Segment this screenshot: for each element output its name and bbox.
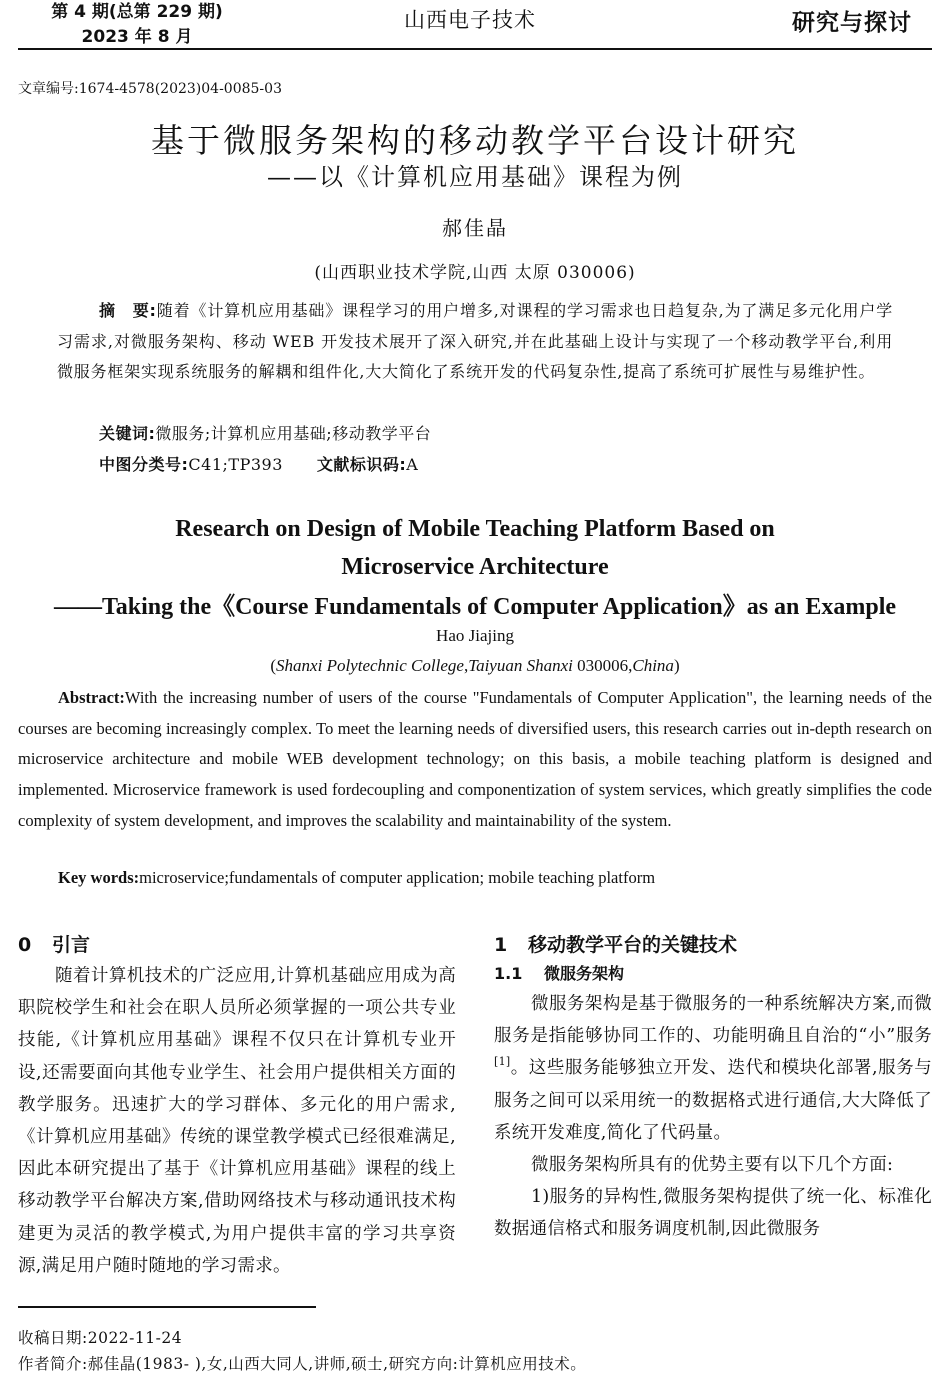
country: China [632, 656, 674, 675]
body-paragraph: 随着计算机技术的广泛应用,计算机基础应用成为高职院校学生和社会在职人员所必须掌握的一项公共专业技能,《计算机应用基础》课程不仅只在计算机专业开设,还需要面向其他专业学生、社会用户提供相关方面的教学服务。迅速扩大的学习群体、多元化的用户需求,《计算机应用基础》传统的课堂教学模式已经很难满足,因此本研究提出了基于《计算机应用基础》课程的线上移动教学平台解决方案,借助网络技术与移动通讯技术构建更为灵活的教学模式,为用户提供丰富的学习共享资源,满足用户随时随地的学习需求。 [18, 966, 456, 1276]
keywords-en-text: microservice;fundamentals of computer application; mobile teaching platform [139, 868, 656, 887]
paragraph-text: 。这些服务能够独立开发、迭代和模块化部署,服务与服务之间可以采用统一的数据格式进行通信,大大降低了系统开发难度,简化了代码量。 [494, 1058, 932, 1143]
article-number: 文章编号:1674-4578(2023)04-0085-03 [18, 81, 282, 97]
section-title: 移动教学平台的关键技术 [528, 934, 738, 956]
body-paragraph: 微服务架构所具有的优势主要有以下几个方面: [531, 1155, 894, 1176]
clc-value: C41;TP393 [188, 455, 283, 474]
comma: , [463, 656, 469, 675]
header-divider [18, 48, 932, 50]
journal-name: 山西电子技术 [404, 8, 536, 32]
title-en [0, 511, 950, 586]
affiliation-en [0, 656, 950, 676]
keywords-en [58, 868, 655, 888]
section-title: 引言 [52, 934, 91, 956]
author-zh: 郝佳晶 [442, 216, 508, 240]
section-heading [18, 930, 456, 960]
abstract-zh-label: 摘 要: [99, 301, 157, 320]
abstract-zh [57, 296, 893, 388]
issue-date: 2023 年 8 月 [81, 27, 193, 47]
title-zh: 基于微服务架构的移动教学平台设计研究 [151, 121, 799, 160]
section-number: 1 [494, 934, 508, 956]
footnote-divider [18, 1306, 316, 1308]
right-column [494, 930, 932, 1246]
paragraph-text: 微服务架构是基于微服务的一种系统解决方案,而微服务是指能够协同工作的、功能明确且自治的“小”服务 [494, 994, 932, 1047]
subtitle-zh: ——以《计算机应用基础》课程为例 [267, 163, 683, 191]
keywords-zh-label: 关键词: [99, 424, 156, 443]
paren: ( [270, 656, 277, 675]
institution: Shanxi Polytechnic College [276, 656, 464, 675]
author-en: Hao Jiajing [436, 626, 514, 645]
left-column [18, 930, 456, 1282]
abstract-en [18, 683, 932, 837]
body-paragraph: 1)服务的异构性,微服务架构提供了统一化、标准化数据通信格式和服务调度机制,因此微服务 [494, 1187, 932, 1240]
abstract-en-text: With the increasing number of users of the course "Fundamentals of Computer Application", the learning needs of the courses are becoming increasingly complex. To meet the learning needs of diversified users, this research carries out in-depth research on microservice architecture and mobile WEB development technology; on this basis, a mobile teaching platform is designed and implemented. Microservice framework is used fordecoupling and componentization of system services, which greatly simplifies the code complexity of system development, and improves the scalability and maintainability of the system. [18, 688, 932, 830]
clc-label: 中图分类号: [99, 455, 189, 474]
citation-ref[interactable]: [1] [494, 1055, 511, 1069]
subtitle-en: ——Taking the《Course Fundamentals of Computer Application》as an Example [53, 594, 897, 620]
title-en-line: Research on Design of Mobile Teaching Platform Based on [175, 516, 775, 542]
subsection-heading [494, 960, 932, 988]
city: Taiyuan Shanxi [468, 656, 573, 675]
issue-line: 第 4 期(总第 229 期) [51, 2, 223, 22]
classification-line [99, 452, 418, 475]
postcode: 030006, [572, 656, 633, 675]
keywords-en-label: Key words: [58, 868, 140, 887]
received-date: 收稿日期:2022-11-24 [18, 1329, 183, 1347]
column-name: 研究与探讨 [792, 10, 912, 36]
section-heading [494, 930, 932, 960]
body-paragraph [494, 988, 932, 1149]
subsection-number: 1.1 [494, 964, 523, 983]
keywords-zh-text: 微服务;计算机应用基础;移动教学平台 [155, 424, 432, 443]
title-en-line: Microservice Architecture [341, 553, 609, 580]
issue-info [22, 0, 252, 50]
subsection-title: 微服务架构 [544, 964, 625, 983]
doc-code-label: 文献标识码: [316, 455, 407, 474]
section-number: 0 [18, 934, 32, 956]
abstract-zh-text: 随着《计算机应用基础》课程学习的用户增多,对课程的学习需求也日趋复杂,为了满足多元化用户学习需求,对微服务架构、移动 WEB 开发技术展开了深入研究,并在此基础上设计与实现了一个移动教学平台,利用微服务框架实现系统服务的解耦和组件化,大大简化了系统开发的代码复杂性,提高了系统可扩展性与易维护性。 [57, 301, 893, 381]
abstract-en-label: Abstract: [58, 688, 125, 707]
paren: ) [673, 656, 680, 675]
keywords-zh [99, 421, 431, 444]
author-bio: 作者简介:郝佳晶(1983- ),女,山西大同人,讲师,硕士,研究方向:计算机应用技术。 [18, 1355, 587, 1373]
affiliation-zh: (山西职业技术学院,山西 太原 030006) [314, 263, 636, 283]
doc-code-value: A [406, 455, 419, 474]
